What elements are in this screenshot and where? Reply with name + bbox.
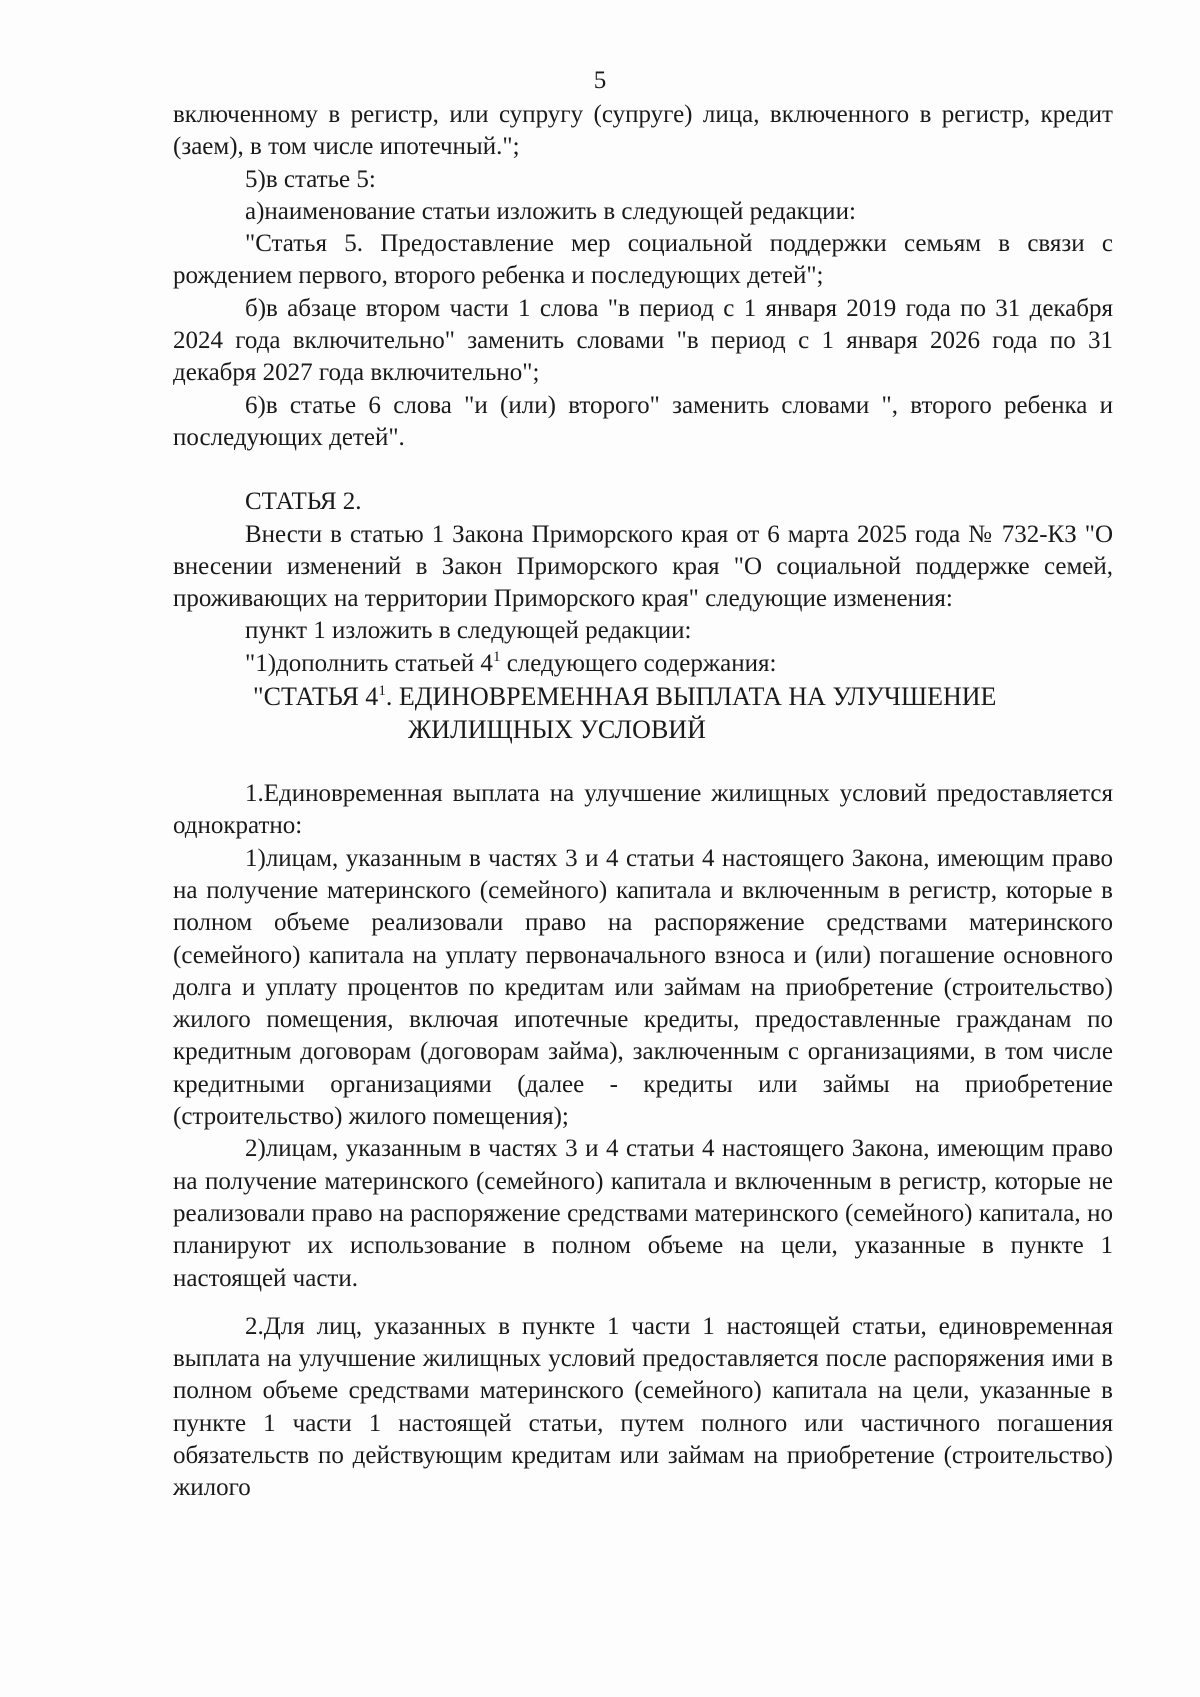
- paragraph-item-b: б)в абзаце втором части 1 слова "в период с 1 января 2019 года по 31 декабря 2024 года включительно" заменить словами "в период с 1 января 2026 года по 31 декабря 2027 года включительно";: [173, 294, 1113, 387]
- paragraph-article5-title: "Статья 5. Предоставление мер социальной поддержки семьям в связи с рождением первого, второго ребенка и последующих детей";: [173, 230, 1113, 290]
- spacer: [173, 746, 1113, 778]
- article-2-supplement-line: [173, 648, 1113, 680]
- article-4-1-heading: [173, 680, 1113, 713]
- supplement-text-end: следующего содержания:: [500, 649, 777, 677]
- page-number: 5: [593, 67, 607, 94]
- article-2-intro: Внести в статью 1 Закона Приморского края от 6 марта 2025 года № 732-КЗ "О внесении изменений в Закон Приморского края "О социальной поддержке семей, проживающих на территории Приморского края" следующие изменения:: [173, 520, 1113, 613]
- paragraph-item-6: 6)в статье 6 слова "и (или) второго" заменить словами ", второго ребенка и последующих детей".: [173, 391, 1113, 451]
- article-4-1-heading-line-2: ЖИЛИЩНЫХ УСЛОВИЙ: [408, 715, 706, 745]
- heading-superscript: 1: [378, 683, 386, 700]
- paragraph-item-5: 5)в статье 5:: [245, 165, 376, 193]
- paragraph-continuation: включенному в регистр, или супругу (супруге) лица, включенного в регистр, кредит (заем), в том числе ипотечный.";: [173, 101, 1113, 161]
- paragraph-item-a: а)наименование статьи изложить в следующей редакции:: [245, 197, 856, 225]
- paragraph-part-1: 1.Единовременная выплата на улучшение жилищных условий предоставляется однократно:: [173, 780, 1113, 840]
- article-2-item-line: пункт 1 изложить в следующей редакции:: [245, 617, 692, 645]
- spacer: [173, 1295, 1113, 1311]
- spacer: [173, 454, 1113, 486]
- supplement-superscript: 1: [492, 648, 501, 665]
- supplement-text: "1)дополнить статьей 4: [245, 649, 493, 677]
- heading-text-end: . ЕДИНОВРЕМЕННАЯ ВЫПЛАТА НА УЛУЧШЕНИЕ: [385, 682, 997, 712]
- paragraph-part-1-item-2: 2)лицам, указанным в частях 3 и 4 статьи 4 настоящего Закона, имеющим право на получение материнского (семейного) капитала и включенным в регистр, которые не реализовали право на распоряжение средствами материнского (семейного) капитала, но планируют их использование в полном объеме на цели, указанные в пункте 1 настоящей части.: [173, 1135, 1113, 1292]
- heading-text: "СТАТЬЯ 4: [253, 682, 379, 712]
- paragraph-part-1-item-1: 1)лицам, указанным в частях 3 и 4 статьи 4 настоящего Закона, имеющим право на получение материнского (семейного) капитала и включенным в регистр, которые в полном объеме реализовали право на распоряжение средствами материнского (семейного) капитала на уплату первоначального взноса и (или) погашение основного долга и уплату процентов по кредитам или займам на приобретение (строительство) жилого помещения, включая ипотечные кредиты, предоставленные гражданам по кредитным договорам (договорам займа), заключенным с организациями, в том числе кредитными организациями (далее - кредиты или займы на приобретение (строительство) жилого помещения);: [173, 844, 1113, 1131]
- paragraph-part-2: 2.Для лиц, указанных в пункте 1 части 1 настоящей статьи, единовременная выплата на улучшение жилищных условий предоставляется после распоряжения ими в полном объеме средствами материнского (семейного) капитала на цели, указанные в пункте 1 части 1 настоящей статьи, путем полного или частичного погашения обязательств по действующим кредитам или займам на приобретение (строительство) жилого: [173, 1312, 1113, 1502]
- article-2-title: СТАТЬЯ 2.: [245, 488, 362, 516]
- document-body: [173, 99, 1113, 1505]
